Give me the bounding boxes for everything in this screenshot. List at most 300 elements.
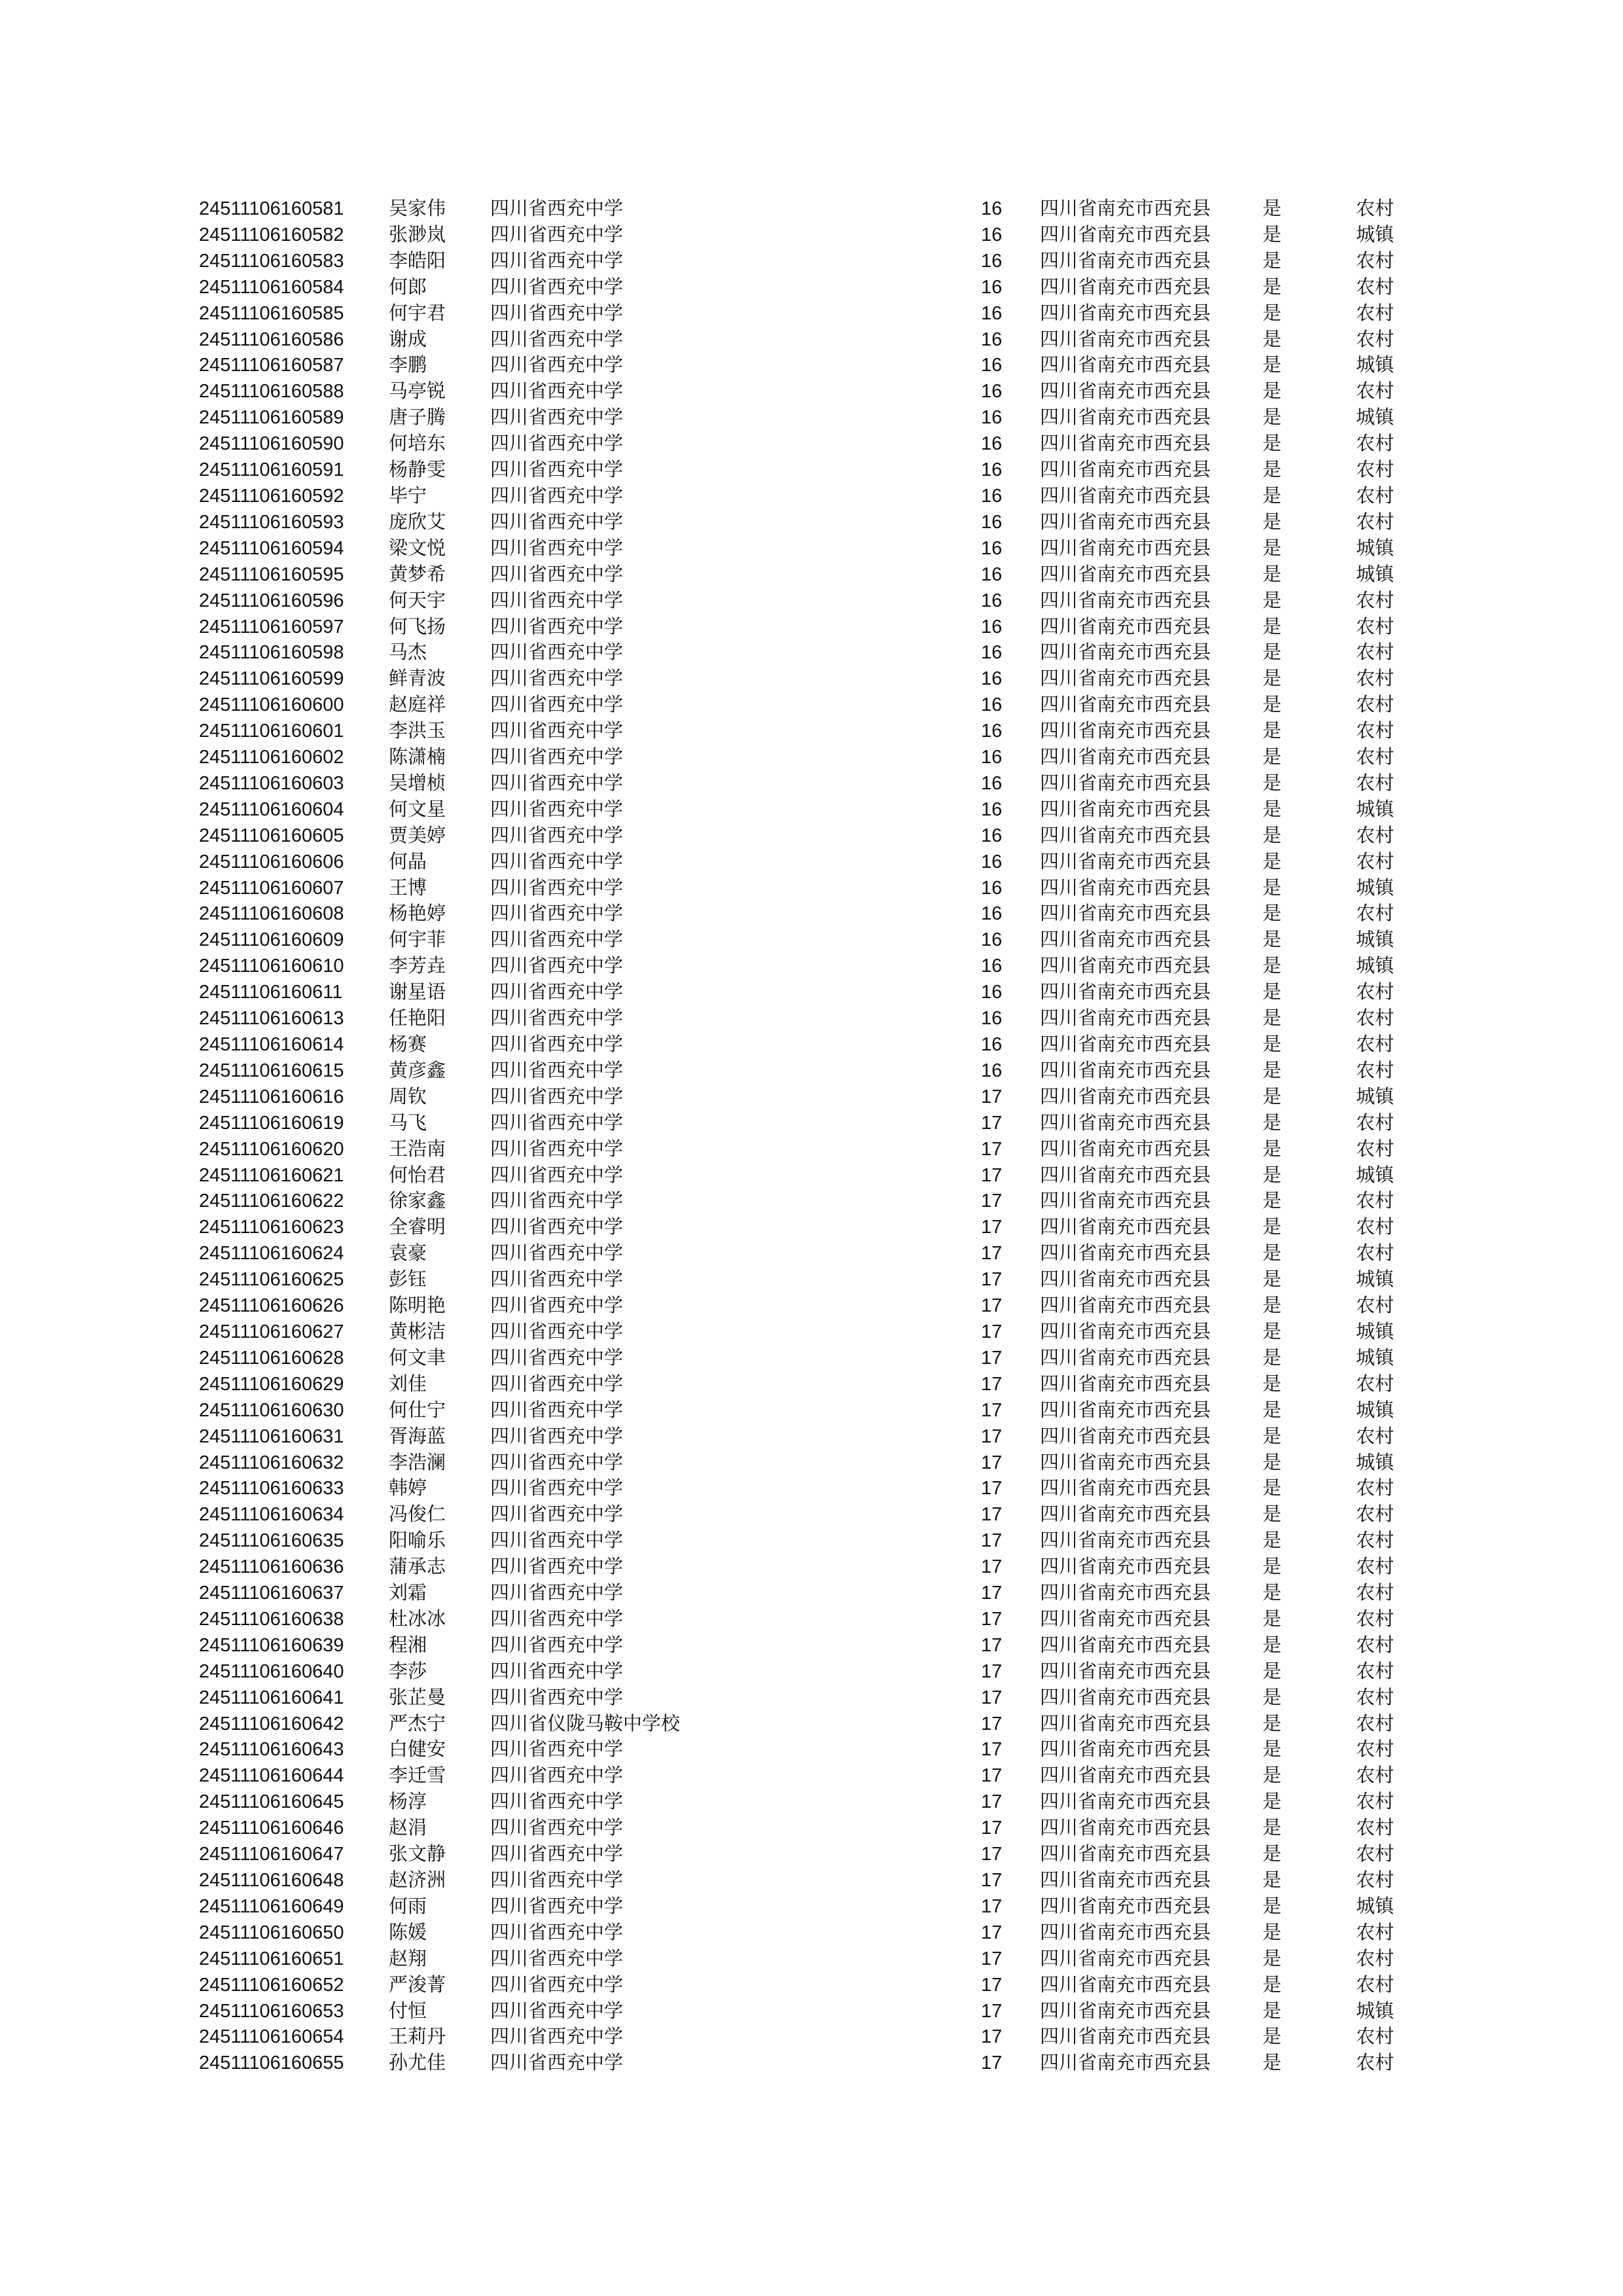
student-name-cell: 李皓阳: [389, 250, 446, 272]
region-cell: 四川省南充市西充县: [1040, 1191, 1211, 1212]
student-name-cell: 刘霜: [389, 1583, 427, 1604]
student-id-cell: 24511106160623: [199, 1217, 344, 1238]
age-cell: 16: [981, 198, 1003, 219]
flag-cell: 是: [1262, 1583, 1282, 1604]
region-cell: 四川省南充市西充县: [1040, 250, 1211, 272]
residence-type-cell: 农村: [1356, 433, 1395, 455]
student-id-cell: 24511106160654: [199, 2026, 344, 2048]
flag-cell: 是: [1262, 1660, 1282, 1682]
residence-type-cell: 农村: [1356, 1713, 1395, 1734]
student-id-cell: 24511106160646: [199, 1818, 344, 1839]
flag-cell: 是: [1262, 1608, 1282, 1630]
student-id-cell: 24511106160633: [199, 1478, 344, 1499]
school-cell: 四川省西充中学: [490, 1269, 624, 1291]
region-cell: 四川省南充市西充县: [1040, 302, 1211, 324]
student-name-cell: 张渺岚: [389, 224, 446, 245]
region-cell: 四川省南充市西充县: [1040, 929, 1211, 951]
table-row: [199, 1894, 1408, 1920]
age-cell: 16: [981, 381, 1003, 403]
student-id-cell: 24511106160638: [199, 1608, 344, 1630]
residence-type-cell: 农村: [1356, 1844, 1395, 1865]
age-cell: 17: [981, 1086, 1003, 1107]
student-name-cell: 陈潇楠: [389, 747, 446, 768]
school-cell: 四川省西充中学: [490, 1112, 624, 1134]
region-cell: 四川省南充市西充县: [1040, 1713, 1211, 1734]
region-cell: 四川省南充市西充县: [1040, 1660, 1211, 1682]
student-id-cell: 24511106160630: [199, 1399, 344, 1421]
region-cell: 四川省南充市西充县: [1040, 1895, 1211, 1917]
student-id-cell: 24511106160622: [199, 1191, 344, 1212]
flag-cell: 是: [1262, 903, 1282, 925]
age-cell: 16: [981, 616, 1003, 637]
student-name-cell: 何宇君: [389, 302, 446, 324]
region-cell: 四川省南充市西充县: [1040, 642, 1211, 664]
school-cell: 四川省西充中学: [490, 276, 624, 298]
region-cell: 四川省南充市西充县: [1040, 537, 1211, 559]
student-id-cell: 24511106160610: [199, 956, 344, 977]
residence-type-cell: 农村: [1356, 1295, 1395, 1317]
student-name-cell: 冯俊仁: [389, 1504, 446, 1526]
age-cell: 17: [981, 1504, 1003, 1526]
table-row: [199, 1842, 1408, 1868]
school-cell: 四川省西充中学: [490, 1530, 624, 1552]
table-row: [199, 1712, 1408, 1738]
student-name-cell: 徐家鑫: [389, 1191, 446, 1212]
school-cell: 四川省西充中学: [490, 772, 624, 794]
table-row: [199, 1502, 1408, 1528]
age-cell: 17: [981, 1974, 1003, 1996]
school-cell: 四川省西充中学: [490, 1164, 624, 1186]
student-name-cell: 马亭锐: [389, 381, 446, 403]
table-row: [199, 1267, 1408, 1293]
age-cell: 16: [981, 355, 1003, 376]
region-cell: 四川省南充市西充县: [1040, 798, 1211, 820]
student-id-cell: 24511106160587: [199, 355, 344, 376]
age-cell: 16: [981, 747, 1003, 768]
flag-cell: 是: [1262, 668, 1282, 690]
flag-cell: 是: [1262, 1922, 1282, 1943]
flag-cell: 是: [1262, 198, 1282, 219]
school-cell: 四川省西充中学: [490, 1791, 624, 1813]
region-cell: 四川省南充市西充县: [1040, 1217, 1211, 1238]
student-name-cell: 唐子腾: [389, 407, 446, 429]
flag-cell: 是: [1262, 1399, 1282, 1421]
student-id-cell: 24511106160606: [199, 851, 344, 872]
region-cell: 四川省南充市西充县: [1040, 1818, 1211, 1839]
age-cell: 17: [981, 1399, 1003, 1421]
region-cell: 四川省南充市西充县: [1040, 1008, 1211, 1030]
student-name-cell: 王莉丹: [389, 2026, 446, 2048]
residence-type-cell: 农村: [1356, 1556, 1395, 1578]
region-cell: 四川省南充市西充县: [1040, 825, 1211, 846]
table-row: [199, 1372, 1408, 1398]
residence-type-cell: 农村: [1356, 694, 1395, 716]
student-name-cell: 吴增桢: [389, 772, 446, 794]
student-name-cell: 谢星语: [389, 982, 446, 1003]
residence-type-cell: 农村: [1356, 1478, 1395, 1499]
student-name-cell: 马杰: [389, 642, 427, 664]
flag-cell: 是: [1262, 982, 1282, 1003]
residence-type-cell: 城镇: [1356, 1452, 1395, 1473]
student-id-cell: 24511106160594: [199, 537, 344, 559]
region-cell: 四川省南充市西充县: [1040, 459, 1211, 481]
age-cell: 16: [981, 276, 1003, 298]
table-row: [199, 1111, 1408, 1137]
age-cell: 17: [981, 1112, 1003, 1134]
student-name-cell: 庞欣艾: [389, 511, 446, 533]
table-row: [199, 1554, 1408, 1581]
residence-type-cell: 农村: [1356, 1739, 1395, 1761]
age-cell: 16: [981, 564, 1003, 585]
flag-cell: 是: [1262, 2000, 1282, 2022]
age-cell: 16: [981, 929, 1003, 951]
table-row: [199, 876, 1408, 902]
region-cell: 四川省南充市西充县: [1040, 616, 1211, 637]
student-id-cell: 24511106160608: [199, 903, 344, 925]
table-row: [199, 2024, 1408, 2051]
school-cell: 四川省西充中学: [490, 1765, 624, 1787]
student-id-cell: 24511106160652: [199, 1974, 344, 1996]
region-cell: 四川省南充市西充县: [1040, 1321, 1211, 1342]
region-cell: 四川省南充市西充县: [1040, 1974, 1211, 1996]
residence-type-cell: 城镇: [1356, 355, 1395, 376]
school-cell: 四川省西充中学: [490, 694, 624, 716]
flag-cell: 是: [1262, 1478, 1282, 1499]
student-id-cell: 24511106160604: [199, 798, 344, 820]
roster-table: [199, 196, 1408, 2077]
student-id-cell: 24511106160639: [199, 1634, 344, 1656]
residence-type-cell: 城镇: [1356, 564, 1395, 585]
flag-cell: 是: [1262, 381, 1282, 403]
student-name-cell: 李浩澜: [389, 1452, 446, 1473]
student-id-cell: 24511106160602: [199, 747, 344, 768]
student-name-cell: 李芳垚: [389, 956, 446, 977]
school-cell: 四川省西充中学: [490, 982, 624, 1003]
student-name-cell: 谢成: [389, 329, 427, 350]
student-name-cell: 杨艳婷: [389, 903, 446, 925]
student-id-cell: 24511106160635: [199, 1530, 344, 1552]
school-cell: 四川省西充中学: [490, 250, 624, 272]
school-cell: 四川省西充中学: [490, 1556, 624, 1578]
student-id-cell: 24511106160616: [199, 1086, 344, 1107]
table-row: [199, 1789, 1408, 1816]
student-id-cell: 24511106160636: [199, 1556, 344, 1578]
residence-type-cell: 农村: [1356, 1974, 1395, 1996]
flag-cell: 是: [1262, 1765, 1282, 1787]
school-cell: 四川省西充中学: [490, 302, 624, 324]
flag-cell: 是: [1262, 433, 1282, 455]
region-cell: 四川省南充市西充县: [1040, 694, 1211, 716]
school-cell: 四川省西充中学: [490, 1373, 624, 1395]
student-id-cell: 24511106160619: [199, 1112, 344, 1134]
flag-cell: 是: [1262, 1818, 1282, 1839]
student-id-cell: 24511106160611: [199, 982, 343, 1003]
region-cell: 四川省南充市西充县: [1040, 1504, 1211, 1526]
region-cell: 四川省南充市西充县: [1040, 1765, 1211, 1787]
residence-type-cell: 农村: [1356, 1112, 1395, 1134]
age-cell: 16: [981, 903, 1003, 925]
residence-type-cell: 城镇: [1356, 2000, 1395, 2022]
region-cell: 四川省南充市西充县: [1040, 1634, 1211, 1656]
age-cell: 16: [981, 302, 1003, 324]
table-row: [199, 1241, 1408, 1267]
age-cell: 16: [981, 1008, 1003, 1030]
age-cell: 17: [981, 1269, 1003, 1291]
school-cell: 四川省仪陇马鞍中学校: [490, 1713, 681, 1734]
age-cell: 17: [981, 1452, 1003, 1473]
student-name-cell: 何仕宁: [389, 1399, 446, 1421]
residence-type-cell: 农村: [1356, 590, 1395, 611]
age-cell: 17: [981, 1530, 1003, 1552]
region-cell: 四川省南充市西充县: [1040, 329, 1211, 350]
table-row: [199, 431, 1408, 457]
student-name-cell: 李鹏: [389, 355, 427, 376]
age-cell: 16: [981, 224, 1003, 245]
student-id-cell: 24511106160601: [199, 721, 344, 742]
flag-cell: 是: [1262, 485, 1282, 507]
school-cell: 四川省西充中学: [490, 1844, 624, 1865]
flag-cell: 是: [1262, 877, 1282, 899]
table-row: [199, 1685, 1408, 1712]
school-cell: 四川省西充中学: [490, 1948, 624, 1969]
student-name-cell: 彭钰: [389, 1269, 427, 1291]
residence-type-cell: 农村: [1356, 825, 1395, 846]
school-cell: 四川省西充中学: [490, 1086, 624, 1107]
region-cell: 四川省南充市西充县: [1040, 1452, 1211, 1473]
region-cell: 四川省南充市西充县: [1040, 1478, 1211, 1499]
student-id-cell: 24511106160621: [199, 1164, 344, 1186]
flag-cell: 是: [1262, 851, 1282, 872]
residence-type-cell: 农村: [1356, 485, 1395, 507]
region-cell: 四川省南充市西充县: [1040, 903, 1211, 925]
student-name-cell: 胥海蓝: [389, 1426, 446, 1447]
residence-type-cell: 城镇: [1356, 1086, 1395, 1107]
region-cell: 四川省南充市西充县: [1040, 2026, 1211, 2048]
table-row: [199, 1973, 1408, 1999]
student-id-cell: 24511106160591: [199, 459, 344, 481]
flag-cell: 是: [1262, 747, 1282, 768]
school-cell: 四川省西充中学: [490, 1243, 624, 1265]
residence-type-cell: 农村: [1356, 511, 1395, 533]
region-cell: 四川省南充市西充县: [1040, 1844, 1211, 1865]
age-cell: 17: [981, 1478, 1003, 1499]
student-name-cell: 何文星: [389, 798, 446, 820]
table-row: [199, 2051, 1408, 2077]
table-row: [199, 980, 1408, 1006]
student-name-cell: 李洪玉: [389, 721, 446, 742]
age-cell: 17: [981, 1373, 1003, 1395]
age-cell: 16: [981, 798, 1003, 820]
age-cell: 16: [981, 511, 1003, 533]
flag-cell: 是: [1262, 1112, 1282, 1134]
residence-type-cell: 城镇: [1356, 1321, 1395, 1342]
flag-cell: 是: [1262, 302, 1282, 324]
student-id-cell: 24511106160595: [199, 564, 344, 585]
student-id-cell: 24511106160600: [199, 694, 344, 716]
residence-type-cell: 城镇: [1356, 1269, 1395, 1291]
flag-cell: 是: [1262, 1895, 1282, 1917]
residence-type-cell: 城镇: [1356, 929, 1395, 951]
student-name-cell: 李莎: [389, 1660, 427, 1682]
school-cell: 四川省西充中学: [490, 2000, 624, 2022]
table-row: [199, 379, 1408, 405]
residence-type-cell: 农村: [1356, 1583, 1395, 1604]
student-id-cell: 24511106160607: [199, 877, 344, 899]
region-cell: 四川省南充市西充县: [1040, 1399, 1211, 1421]
region-cell: 四川省南充市西充县: [1040, 511, 1211, 533]
student-name-cell: 付恒: [389, 2000, 427, 2022]
table-row: [199, 1137, 1408, 1163]
table-row: [199, 196, 1408, 223]
residence-type-cell: 农村: [1356, 302, 1395, 324]
student-id-cell: 24511106160586: [199, 329, 344, 350]
school-cell: 四川省西充中学: [490, 1608, 624, 1630]
student-id-cell: 24511106160642: [199, 1713, 344, 1734]
school-cell: 四川省西充中学: [490, 851, 624, 872]
student-id-cell: 24511106160625: [199, 1269, 344, 1291]
flag-cell: 是: [1262, 276, 1282, 298]
school-cell: 四川省西充中学: [490, 825, 624, 846]
residence-type-cell: 农村: [1356, 1373, 1395, 1395]
residence-type-cell: 农村: [1356, 851, 1395, 872]
school-cell: 四川省西充中学: [490, 224, 624, 245]
residence-type-cell: 农村: [1356, 1191, 1395, 1212]
table-row: [199, 223, 1408, 249]
age-cell: 17: [981, 1791, 1003, 1813]
student-name-cell: 韩婷: [389, 1478, 427, 1499]
residence-type-cell: 农村: [1356, 903, 1395, 925]
age-cell: 16: [981, 459, 1003, 481]
age-cell: 17: [981, 1818, 1003, 1839]
school-cell: 四川省西充中学: [490, 903, 624, 925]
student-name-cell: 蒲承志: [389, 1556, 446, 1578]
school-cell: 四川省西充中学: [490, 355, 624, 376]
flag-cell: 是: [1262, 956, 1282, 977]
residence-type-cell: 农村: [1356, 1818, 1395, 1839]
flag-cell: 是: [1262, 2026, 1282, 2048]
age-cell: 17: [981, 2026, 1003, 2048]
table-row: [199, 327, 1408, 353]
age-cell: 17: [981, 1660, 1003, 1682]
table-row: [199, 1476, 1408, 1502]
roster-table-body: [199, 196, 1408, 2077]
table-row: [199, 666, 1408, 692]
flag-cell: 是: [1262, 1008, 1282, 1030]
table-row: [199, 615, 1408, 641]
region-cell: 四川省南充市西充县: [1040, 1269, 1211, 1291]
age-cell: 17: [981, 1895, 1003, 1917]
table-row: [199, 1032, 1408, 1058]
school-cell: 四川省西充中学: [490, 1870, 624, 1891]
age-cell: 16: [981, 642, 1003, 664]
table-row: [199, 1737, 1408, 1763]
student-name-cell: 白健安: [389, 1739, 446, 1761]
region-cell: 四川省南充市西充县: [1040, 2000, 1211, 2022]
school-cell: 四川省西充中学: [490, 1687, 624, 1708]
flag-cell: 是: [1262, 1739, 1282, 1761]
age-cell: 17: [981, 1739, 1003, 1761]
student-id-cell: 24511106160598: [199, 642, 344, 664]
flag-cell: 是: [1262, 616, 1282, 637]
table-row: [199, 1085, 1408, 1111]
student-id-cell: 24511106160624: [199, 1243, 344, 1265]
flag-cell: 是: [1262, 798, 1282, 820]
school-cell: 四川省西充中学: [490, 407, 624, 429]
region-cell: 四川省南充市西充县: [1040, 1922, 1211, 1943]
student-name-cell: 王浩南: [389, 1138, 446, 1160]
region-cell: 四川省南充市西充县: [1040, 485, 1211, 507]
student-id-cell: 24511106160605: [199, 825, 344, 846]
student-name-cell: 黄彦鑫: [389, 1060, 446, 1081]
age-cell: 16: [981, 537, 1003, 559]
table-row: [199, 1215, 1408, 1241]
student-id-cell: 24511106160631: [199, 1426, 344, 1447]
flag-cell: 是: [1262, 2053, 1282, 2074]
table-row: [199, 353, 1408, 379]
student-name-cell: 陈媛: [389, 1922, 427, 1943]
flag-cell: 是: [1262, 1870, 1282, 1891]
residence-type-cell: 农村: [1356, 1687, 1395, 1708]
age-cell: 17: [981, 1844, 1003, 1865]
student-name-cell: 阳喻乐: [389, 1530, 446, 1552]
residence-type-cell: 农村: [1356, 2053, 1395, 2074]
age-cell: 16: [981, 721, 1003, 742]
student-id-cell: 24511106160648: [199, 1870, 344, 1891]
school-cell: 四川省西充中学: [490, 1974, 624, 1996]
flag-cell: 是: [1262, 1713, 1282, 1734]
student-id-cell: 24511106160632: [199, 1452, 344, 1473]
table-row: [199, 1189, 1408, 1215]
residence-type-cell: 农村: [1356, 250, 1395, 272]
school-cell: 四川省西充中学: [490, 1217, 624, 1238]
flag-cell: 是: [1262, 1164, 1282, 1186]
age-cell: 17: [981, 1321, 1003, 1342]
student-id-cell: 24511106160645: [199, 1791, 344, 1813]
student-id-cell: 24511106160629: [199, 1373, 344, 1395]
region-cell: 四川省南充市西充县: [1040, 1138, 1211, 1160]
age-cell: 16: [981, 851, 1003, 872]
table-row: [199, 1868, 1408, 1894]
residence-type-cell: 城镇: [1356, 1347, 1395, 1369]
flag-cell: 是: [1262, 1373, 1282, 1395]
region-cell: 四川省南充市西充县: [1040, 224, 1211, 245]
residence-type-cell: 农村: [1356, 1922, 1395, 1943]
flag-cell: 是: [1262, 1138, 1282, 1160]
flag-cell: 是: [1262, 1791, 1282, 1813]
region-cell: 四川省南充市西充县: [1040, 956, 1211, 977]
student-name-cell: 周钦: [389, 1086, 427, 1107]
table-row: [199, 249, 1408, 275]
flag-cell: 是: [1262, 407, 1282, 429]
student-name-cell: 何雨: [389, 1895, 427, 1917]
flag-cell: 是: [1262, 721, 1282, 742]
age-cell: 16: [981, 407, 1003, 429]
table-row: [199, 1450, 1408, 1477]
student-name-cell: 杜冰冰: [389, 1608, 446, 1630]
age-cell: 17: [981, 1870, 1003, 1891]
student-id-cell: 24511106160649: [199, 1895, 344, 1917]
table-row: [199, 1346, 1408, 1372]
student-name-cell: 毕宁: [389, 485, 427, 507]
student-id-cell: 24511106160584: [199, 276, 344, 298]
student-name-cell: 杨淳: [389, 1791, 427, 1813]
school-cell: 四川省西充中学: [490, 1321, 624, 1342]
region-cell: 四川省南充市西充县: [1040, 1687, 1211, 1708]
age-cell: 16: [981, 433, 1003, 455]
student-name-cell: 梁文悦: [389, 537, 446, 559]
table-row: [199, 901, 1408, 927]
residence-type-cell: 农村: [1356, 381, 1395, 403]
